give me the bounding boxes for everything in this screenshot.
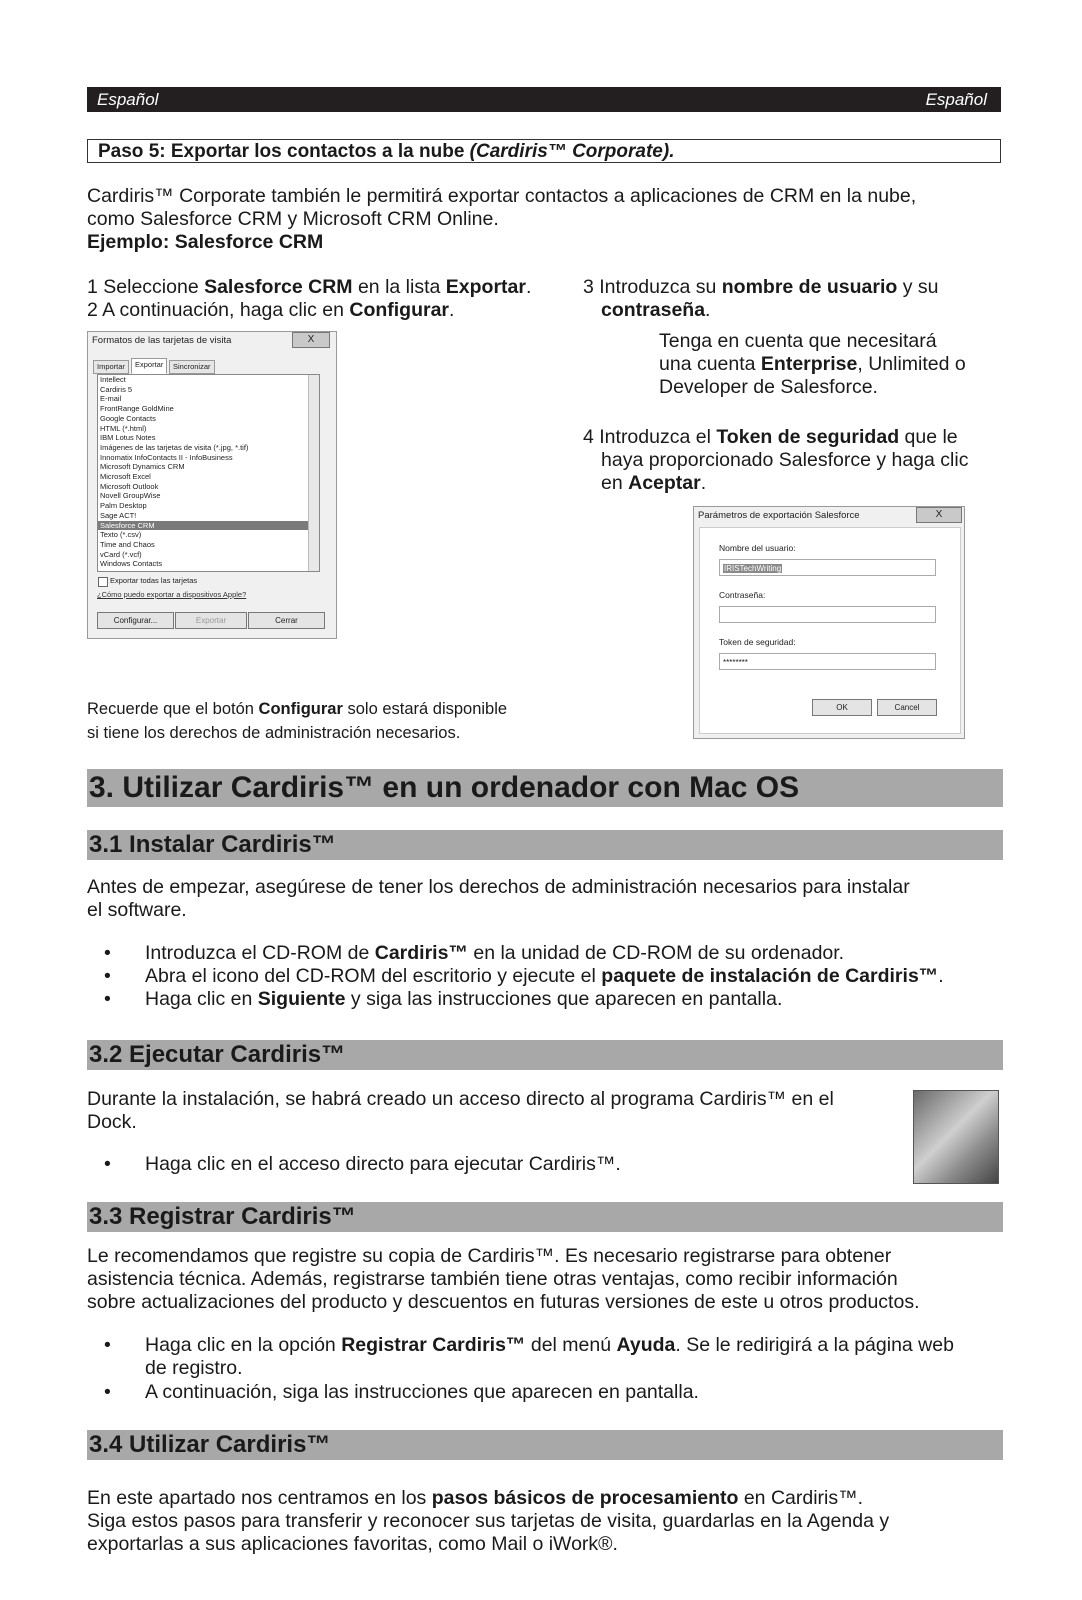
list-item[interactable]: Microsoft Outlook: [100, 481, 159, 491]
section-3-1-intro: [87, 876, 910, 922]
list-item[interactable]: Google Contacts: [100, 413, 156, 423]
list-item[interactable]: Imágenes de las tarjetas de visita (*.jpg, *.tif): [100, 442, 249, 452]
s33-line2: asistencia técnica. Además, registrarse también tiene otras ventajas, como recibir información: [87, 1268, 898, 1290]
bullet: •: [104, 1381, 111, 1403]
s33-b1-bold: Registrar Cardiris™: [341, 1334, 526, 1356]
token-field[interactable]: ********: [719, 653, 936, 670]
note-line2: si tiene los derechos de administración necesarios.: [87, 724, 461, 742]
s34-text: En este apartado nos centramos en los: [87, 1487, 432, 1509]
step1-bold2: Exportar: [445, 276, 526, 298]
step-4: [583, 426, 968, 495]
salesforce-dialog-screenshot: [693, 506, 965, 739]
step3-bold2: contraseña: [601, 299, 706, 321]
step2-bold: Configurar: [349, 299, 450, 321]
b3-text2: y siga las instrucciones que aparecen en pantalla.: [345, 988, 783, 1010]
enterprise-note-text2: , Unlimited o: [857, 353, 966, 375]
b2-text: Abra el icono del CD-ROM del escritorio y ejecute el: [145, 965, 602, 987]
list-scrollbar[interactable]: [308, 375, 319, 571]
formats-dialog-screenshot: [87, 331, 337, 639]
tab-export[interactable]: Exportar: [131, 358, 167, 374]
ok-button[interactable]: OK: [812, 699, 872, 716]
section-3-4-title: 3.4 Utilizar Cardiris™: [87, 1430, 1003, 1460]
list-item[interactable]: Windows Contacts: [100, 559, 163, 569]
step4-text2: que le: [899, 426, 958, 448]
b3-bold: Siguiente: [257, 988, 346, 1010]
step3-text3: .: [705, 299, 711, 321]
section-3-2-title: 3.2 Ejecutar Cardiris™: [87, 1040, 1003, 1070]
list-item[interactable]: Texto (*.csv): [100, 530, 142, 540]
enterprise-note: [659, 330, 966, 399]
step5-intro: [87, 185, 916, 254]
step2-text: 2 A continuación, haga clic en: [87, 299, 350, 321]
s34-text2: en Cardiris™.: [738, 1487, 864, 1509]
formats-list-items: [98, 375, 319, 569]
export-button[interactable]: Exportar: [175, 612, 247, 629]
b1-bold: Cardiris™: [374, 942, 468, 964]
bullet: •: [104, 1334, 111, 1356]
step4-bold: Token de seguridad: [716, 426, 900, 448]
section-3-4-intro: [87, 1487, 889, 1556]
step-1: [87, 276, 531, 299]
list-item[interactable]: Time and Chaos: [100, 539, 155, 549]
list-item[interactable]: Microsoft Dynamics CRM: [100, 462, 185, 472]
list-item[interactable]: IBM Lotus Notes: [100, 433, 156, 443]
enterprise-note-text: una cuenta: [659, 353, 761, 375]
s32-line2: Dock.: [87, 1111, 137, 1133]
step2-text2: .: [449, 299, 455, 321]
section-3-3-intro: [87, 1245, 920, 1314]
intro-line-2: como Salesforce CRM y Microsoft CRM Online.: [87, 208, 499, 230]
step4-text3: en: [601, 472, 629, 494]
bullet: •: [104, 1153, 111, 1175]
list-item[interactable]: vCard (*.vcf): [100, 549, 142, 559]
step1-text3: .: [525, 276, 532, 298]
close-button[interactable]: Cerrar: [248, 612, 325, 629]
token-label: Token de seguridad:: [719, 637, 796, 647]
b2-text2: .: [938, 965, 944, 987]
s33-b1-text: Haga clic en la opción: [145, 1334, 342, 1356]
cancel-button[interactable]: Cancel: [877, 699, 937, 716]
steps-left: [87, 276, 531, 322]
list-item[interactable]: Microsoft Excel: [100, 472, 151, 482]
s33-b2-text: A continuación, siga las instrucciones que aparecen en pantalla.: [145, 1381, 699, 1403]
password-field[interactable]: [719, 606, 936, 623]
list-item[interactable]: Sage ACT!: [100, 510, 137, 520]
section-3-2-intro: [87, 1088, 834, 1134]
page-header-bar: [87, 87, 1001, 112]
header-language-left: Español: [97, 90, 159, 109]
bullet: •: [104, 965, 111, 987]
b2-bold: paquete de instalación de Cardiris™: [601, 965, 939, 987]
s33-line3: sobre actualizaciones del producto y descuentos en futuras versiones de este u otros productos.: [87, 1291, 920, 1313]
salesforce-dialog-title: Parámetros de exportación Salesforce: [698, 510, 860, 521]
b1-text: Introduzca el CD-ROM de: [145, 942, 375, 964]
s33-b1-line2: de registro.: [145, 1357, 243, 1379]
enterprise-note-line3: Developer de Salesforce.: [659, 376, 878, 398]
list-item[interactable]: HTML (*.html): [100, 423, 147, 433]
password-label: Contraseña:: [719, 590, 766, 600]
intro-line-1: Cardiris™ Corporate también le permitirá exportar contactos a aplicaciones de CRM en la nube,: [87, 185, 917, 207]
example-heading: Ejemplo: Salesforce CRM: [87, 231, 324, 253]
b1-text2: en la unidad de CD-ROM de su ordenador.: [467, 942, 845, 964]
step-3-cont: [583, 299, 938, 322]
step4-bold2: Aceptar: [628, 472, 701, 494]
bullet: •: [104, 988, 111, 1010]
username-value: IRISTechWriting: [724, 564, 782, 573]
apple-export-link[interactable]: ¿Cómo puedo exportar a dispositivos Apple?: [97, 590, 247, 599]
enterprise-note-line1: Tenga en cuenta que necesitará: [659, 330, 937, 352]
step5-title-italic: (Cardiris™ Corporate).: [469, 141, 675, 162]
list-item[interactable]: Salesforce CRM: [98, 521, 319, 531]
s33-line1: Le recomendamos que registre su copia de Cardiris™. Es necesario registrarse para obtener: [87, 1245, 892, 1267]
note-bold: Configurar: [258, 700, 343, 718]
s31-line1: Antes de empezar, asegúrese de tener los derechos de administración necesarios para instalar: [87, 876, 910, 898]
s32-line1: Durante la instalación, se habrá creado un acceso directo al programa Cardiris™ en el: [87, 1088, 834, 1110]
b3-text: Haga clic en: [145, 988, 258, 1010]
list-item[interactable]: Innomatix InfoContacts II - InfoBusiness: [100, 452, 233, 462]
step3-text2: y su: [897, 276, 939, 298]
s33-b1-text2: del menú: [525, 1334, 617, 1356]
step5-title: Paso 5: Exportar los contactos a la nube: [98, 141, 470, 162]
enterprise-note-bold: Enterprise: [760, 353, 858, 375]
list-item[interactable]: E-mail: [100, 394, 122, 404]
section-3-title: 3. Utilizar Cardiris™ en un ordenador con Mac OS: [87, 769, 1003, 807]
section-3-1-title: 3.1 Instalar Cardiris™: [87, 830, 1003, 860]
bullet: •: [104, 942, 111, 964]
s34-line2: Siga estos pasos para transferir y reconocer sus tarjetas de visita, guardarlas en la Agenda y: [87, 1510, 890, 1532]
export-all-checkbox[interactable]: [98, 577, 108, 587]
step3-bold: nombre de usuario: [721, 276, 898, 298]
step1-text2: en la lista: [352, 276, 446, 298]
username-field[interactable]: [719, 559, 936, 576]
configure-note: [87, 697, 507, 745]
step-2: [87, 299, 531, 322]
step1-text: 1 Seleccione: [87, 276, 205, 298]
s33-b1-bold2: Ayuda: [616, 1334, 676, 1356]
note-text: Recuerde que el botón: [87, 700, 259, 718]
tab-sync[interactable]: Sincronizar: [169, 360, 215, 374]
step4-text4: .: [700, 472, 707, 494]
export-all-label: Exportar todas las tarjetas: [110, 576, 198, 585]
formats-list[interactable]: [97, 374, 320, 572]
list-item[interactable]: FrontRange GoldMine: [100, 404, 174, 414]
section-3-3-title: 3.3 Registrar Cardiris™: [87, 1202, 1003, 1232]
s31-line2: el software.: [87, 899, 187, 921]
s32-bullet-text: Haga clic en el acceso directo para ejecutar Cardiris™.: [145, 1153, 621, 1175]
list-item[interactable]: Intellect: [100, 375, 126, 384]
s33-b1-text3: . Se le redirigirá a la página web: [675, 1334, 954, 1356]
step4-line2: haya proporcionado Salesforce y haga clic: [601, 449, 969, 471]
list-item[interactable]: Cardiris 5: [100, 384, 133, 394]
s34-bold: pasos básicos de procesamiento: [431, 1487, 739, 1509]
close-icon[interactable]: X: [916, 507, 962, 523]
step-3: [583, 276, 938, 299]
step3-text: 3 Introduzca su: [583, 276, 722, 298]
close-icon[interactable]: X: [292, 332, 330, 348]
header-language-right: Español: [925, 90, 987, 109]
s34-line3: exportarlas a sus aplicaciones favoritas, como Mail o iWork®.: [87, 1533, 618, 1555]
note-text2: solo estará disponible: [342, 700, 508, 718]
step1-bold: Salesforce CRM: [204, 276, 353, 298]
steps-right: [583, 276, 938, 322]
formats-dialog-title: Formatos de las tarjetas de visita: [92, 335, 232, 346]
step4-text: 4 Introduzca el: [583, 426, 717, 448]
step5-heading: [87, 139, 1001, 163]
tab-import[interactable]: Importar: [93, 360, 129, 374]
dock-shortcut-photo: [913, 1090, 999, 1184]
list-item[interactable]: Palm Desktop: [100, 501, 147, 511]
configure-button[interactable]: Configurar...: [97, 612, 174, 629]
list-item[interactable]: Novell GroupWise: [100, 491, 161, 501]
username-label: Nombre del usuario:: [719, 543, 796, 553]
